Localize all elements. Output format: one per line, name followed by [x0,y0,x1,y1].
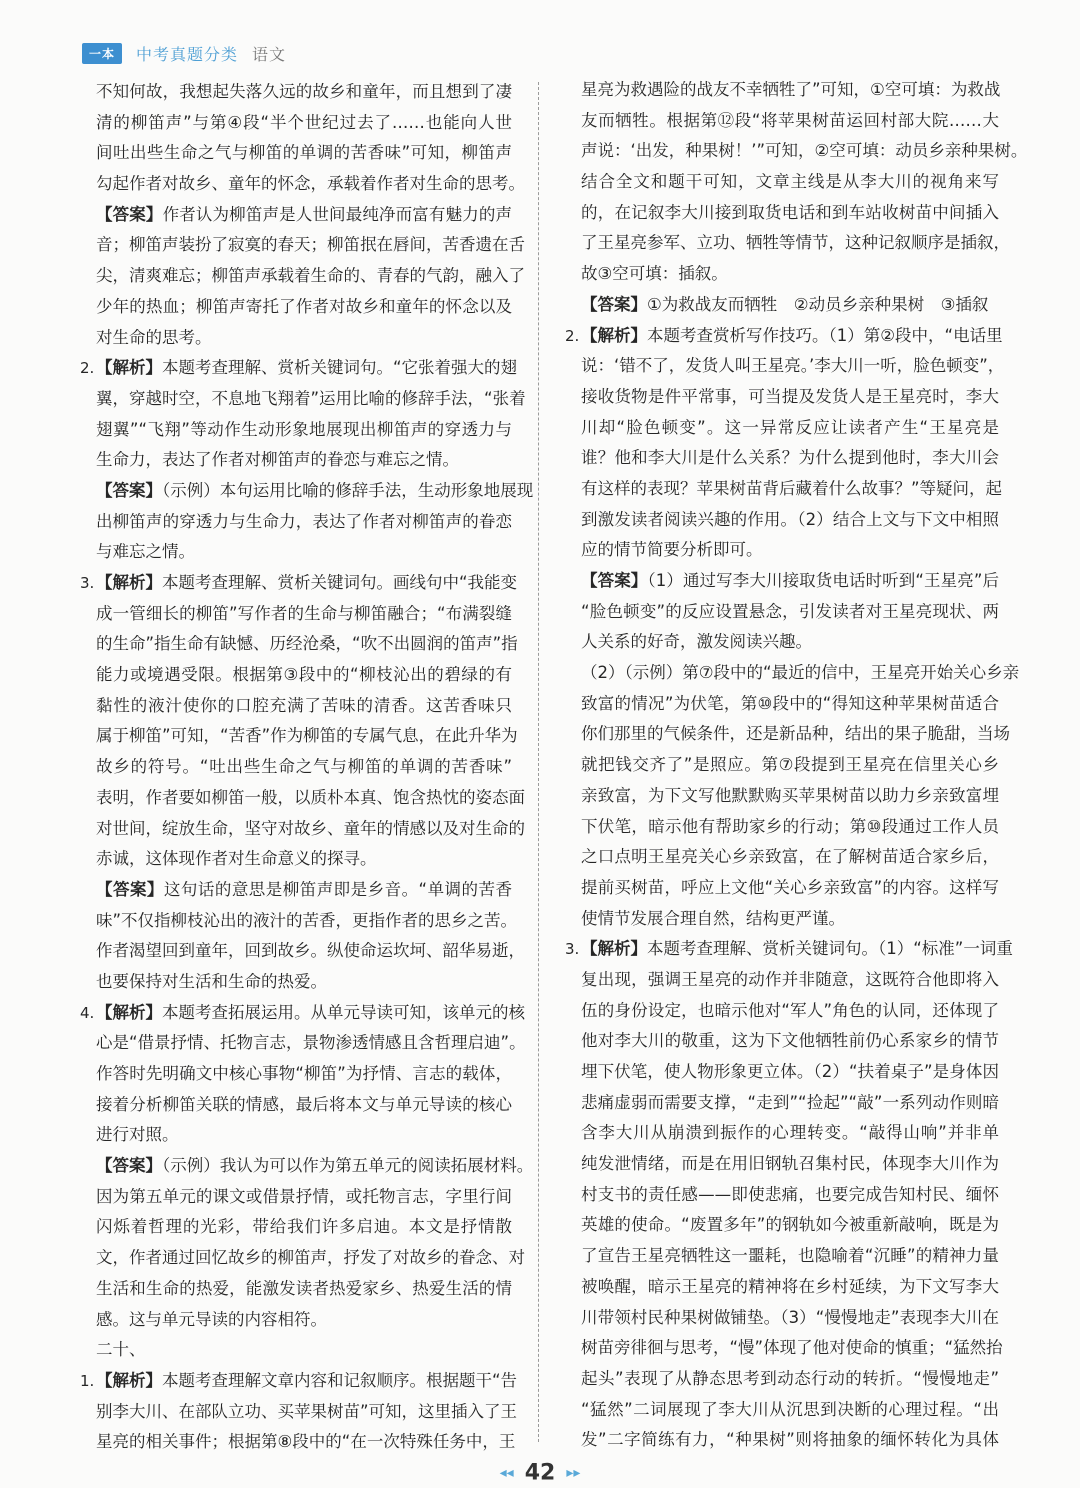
line-text: 伍的身份设定，也暗示他对“军人”角色的认同，还体现了 [581,1000,999,1020]
text-line [96,323,512,354]
text-line [581,781,999,812]
line-text: 别李大川、在部队立功、买苹果树苗”可知，这里插入了王 [96,1401,518,1421]
text-line [96,691,512,722]
section-tag: 【答案】 [581,571,648,590]
text-line [96,138,512,169]
section-tag: 【解析】 [581,939,647,959]
text-line [581,1026,999,1057]
text-line [96,998,525,1029]
line-text: 本题考查赏析写作技巧。（1）第②段中，“电话里 [647,325,1003,345]
text-line [96,261,525,292]
text-line [581,627,999,658]
line-text: 悲痛虚弱而需要支撑，“走到”“捡起”“敲”一系列动作则暗 [581,1092,999,1112]
line-text: 埋下伏笔，使人物形象更立体。（2）“扶着桌子”是身体因 [581,1062,999,1081]
question-number: 2. [80,359,95,378]
text-line [581,474,1003,505]
line-text: 本题考查理解、赏析关键词句。“它张着强大的翅 [162,358,518,378]
text-line [581,1395,999,1426]
line-text: 属于柳笛”可知，“苦香”作为柳笛的专属气息，在此升华为 [96,726,518,746]
line-text: 二十、 [96,1340,146,1360]
line-text: 能力或境遇受限。根据第③段中的“柳枝沁出的碧绿的有 [96,665,512,685]
text-line [581,1180,999,1211]
line-text: 应的情节简要分析即可。 [581,540,763,560]
text-line [96,445,512,476]
line-text: 间吐出些生命之气与柳笛的单调的苦香味”可知，柳笛声 [96,143,512,163]
text-line [581,1057,999,1088]
line-text: 树苗旁徘徊与思考，“慢”体现了他对使命的慎重；“猛然抬 [581,1338,1003,1358]
text-line [96,1182,512,1213]
text-line [581,566,999,597]
text-line [96,721,518,752]
analysis-block [80,998,526,1151]
line-text: 被唤醒，暗示王星亮的精神将在乡村延续，为下文写李大 [581,1276,999,1296]
right-column [565,75,1028,1456]
line-text: “猛然”二词展现了李大川从沉思到决断的心理过程。“出 [581,1399,999,1419]
text-line [581,505,999,536]
text-line [581,1241,999,1272]
analysis-block [565,321,1005,567]
text-line [96,108,512,139]
section-tag: 【答案】 [96,1156,162,1176]
text-line [581,965,999,996]
text-line [581,904,999,935]
line-text: 故乡的符号。“吐出些生命之气与柳笛的单调的苦香味” [96,757,512,777]
text-line [96,1212,512,1243]
text-line [581,873,999,904]
line-text: 起头”表现了从静态思考到动态行动的转折。“慢慢地走” [581,1368,999,1388]
line-text: 成一管细长的柳笛”写作者的生命与柳笛融合；“布满裂缝 [96,603,512,623]
line-text: 作者渴望回到童年，回到故乡。纵使命运坎坷、韶华易逝， [96,941,525,961]
text-line [581,198,999,229]
answer-block [96,200,525,353]
section-tag: 【解析】 [96,1002,162,1022]
line-text: 说：‘错不了，发货人叫王星亮。’李大川一听，脸色顿变”， [581,356,1005,376]
line-text: 对生命的思考。 [96,327,212,347]
text-block [96,1335,512,1366]
line-text: 下伏笔，暗示他有帮助家乡的行动；第⑩段通过工作人员 [581,816,999,836]
line-text: 发”二字简练有力，“种果树”则将抽象的缅怀转化为具体 [581,1430,999,1450]
line-text: 含李大川从崩溃到振作的心理转变。“敲得山响”并非单 [581,1123,999,1143]
line-text: 本题考查拓展运用。从单元导读可知，该单元的核 [162,1002,525,1022]
answer-block [96,476,534,568]
text-line [581,1425,999,1456]
line-text: “脸色顿变”的反应设置悬念，引发读者对王星亮现状、两 [581,601,999,621]
section-tag: 【答案】 [96,204,163,224]
line-text: 表明，作者要如柳笛一般，以质朴本真、饱含热忱的姿态面 [96,787,525,807]
line-text: 清的柳笛声”与第④段“半个世纪过去了……也能向人世 [96,112,512,132]
line-text: 星亮为救遇险的战友不幸牺牲了”可知，①空可填：为救战 [581,80,1001,99]
text-line [96,1151,534,1182]
text-line [96,507,512,538]
line-text: 谁？他和李大川是什么关系？为什么提到他时，李大川会 [581,448,999,468]
analysis-block [80,353,526,476]
text-line [96,1366,518,1397]
line-text: 川带领村民种果树做铺垫。（3）“慢慢地走”表现李大川在 [581,1307,999,1327]
line-text: 本题考查理解、赏析关键词句。画线句中“我能变 [162,573,518,592]
line-text: 对世间，绽放生命，坚守对故乡、童年的情感以及对生命的 [96,818,525,838]
series-title: 中考真题分类 [136,44,239,64]
text-line [96,906,518,937]
text-line [581,106,999,137]
text-line [96,752,512,783]
text-line [581,1333,1003,1364]
text-line [96,568,518,599]
line-text: 心是“借景抒情、托物言志，景物渗透情感且含哲理启迪”。 [96,1033,526,1053]
line-text: 接着分析柳笛关联的情感，最后将本文与单元导读的核心 [96,1094,512,1114]
line-text: 本题考查理解、赏析关键词句。（1）“标准”一词重 [647,939,1013,959]
line-text: 故③空可填：插叙。 [581,264,728,284]
text-line [581,321,1003,352]
column-divider [538,82,539,1442]
line-text: 因为第五单元的课文或借景抒情，或托物言志，字里行间 [96,1186,512,1206]
line-text: 接收货物是件平常事，可当提及发货人是王星亮时，李大 [581,386,999,406]
line-text: 感。这与单元导读的内容相符。 [96,1309,327,1329]
line-text: （示例）我认为可以作为第五单元的阅读拓展材料。 [162,1156,534,1176]
line-text: 川却“脸色顿变”。这一异常反应让读者产生“王星亮是 [581,417,999,437]
line-text: （1）通过写李大川接取货电话时听到“王星亮”后 [647,571,999,590]
line-text: 使情节发展合理自然，结构更严谨。 [581,908,845,928]
subject-title: 语文 [252,44,287,64]
answer-block [96,1151,534,1335]
analysis-block [80,568,525,875]
line-text: 复出现，强调王星亮的动作并非随意，这既符合他即将入 [581,969,999,989]
text-line [96,814,525,845]
line-text: 星亮的相关事件；根据第⑧段中的“在一次特殊任务中，王 [96,1432,516,1452]
line-text: 音；柳笛声装扮了寂寞的春天；柳笛抿在唇间，苦香遗在舌 [96,235,525,255]
line-text: 的生命”指生命有缺憾、历经沧桑，“吹不出圆润的笛声”指 [96,634,518,654]
text-line [96,875,512,906]
line-text: （2）（示例）第⑦段中的“最近的信中，王星亮开始关心乡亲 [581,663,1020,683]
next-page-arrows-icon: ▸▸ [566,1465,581,1481]
text-line [581,167,999,198]
text-line [96,1274,512,1305]
text-line [581,689,999,720]
line-text: 就把钱交齐了”是照应。第⑦段提到王星亮在信里关心乡 [581,755,999,775]
text-line [96,476,534,507]
text-line [96,77,512,108]
question-number: 3. [80,574,95,592]
brand-badge: 一本 [82,43,122,64]
text-line [581,842,999,873]
left-column [80,77,534,1458]
line-text: 赤诚，这体现作者对生命意义的探寻。 [96,849,377,869]
text-line [96,1243,525,1274]
text-line [581,382,999,413]
line-text: 纯发泄情绪，而是在用旧钢轨召集村民，体现李大川作为 [581,1154,999,1174]
page-footer [0,1460,1080,1486]
line-text: 这句话的意思是柳笛声即是乡音。“单调的苦香 [163,879,512,899]
text-line [96,1059,512,1090]
answer-block [96,875,525,998]
line-text: 结合全文和题干可知，文章主线是从李大川的视角来写 [581,172,999,192]
text-block [96,77,525,200]
line-text: 翼，穿越时空，不息地飞翔着”运用比喻的修辞手法，“张着 [96,388,526,408]
section-tag: 【答案】 [96,480,162,500]
question-number: 4. [80,1003,95,1022]
text-line [96,783,525,814]
analysis-block [565,934,1013,1456]
text-line [96,1090,512,1121]
text-line [581,1118,999,1149]
text-line [96,200,512,231]
text-line [581,259,999,290]
question-number: 3. [565,940,580,959]
page-number: 42 [524,1460,556,1486]
line-text: 不知何故，我想起失落久远的故乡和童年，而且想到了凄 [96,82,512,101]
line-text: （示例）本句运用比喻的修辞手法，生动形象地展现 [162,480,534,500]
text-line [96,384,526,415]
analysis-block [80,1366,518,1458]
line-text: 闪烁着哲理的光彩，带给我们许多启迪。本文是抒情散 [96,1217,512,1237]
text-line [96,599,512,630]
text-line [581,1364,999,1395]
text-line [581,597,999,628]
line-text: 了宣告王星亮牺牲这一噩耗，也隐喻着“沉睡”的精神力量 [581,1246,999,1266]
text-line [581,1303,999,1334]
line-text: 翅翼”“飞翔”等动作生动形象地展现出柳笛声的穿透力与 [96,419,512,439]
text-line [581,1088,999,1119]
line-text: ①为救战友而牺牲 ②动员乡亲种果树 ③插叙 [647,294,989,314]
text-line [96,1427,516,1458]
text-line [96,660,512,691]
line-text: 他对李大川的敬重，这为下文他牺牲前仍心系家乡的情节 [581,1031,999,1051]
line-text: 英雄的使命。“废置多年”的钢轨如今被重新敲响，既是为 [581,1215,999,1235]
running-header [82,42,286,64]
line-text: 人关系的好奇，激发阅读兴趣。 [581,632,812,652]
section-tag: 【解析】 [581,325,647,345]
prev-page-arrows-icon: ◂◂ [499,1465,514,1481]
section-tag: 【解析】 [96,358,162,378]
text-line [581,228,1010,259]
text-line [96,1120,512,1151]
text-line [581,1210,999,1241]
line-text: 之口点明王星亮关心乡亲致富，在了解树苗适合家乡后， [581,847,999,867]
text-line [581,996,999,1027]
line-text: 本题考查理解文章内容和记叙顺序。根据题干“告 [162,1370,518,1390]
line-text: 友而牺牲。根据第⑫段“将苹果树苗运回村部大院……大 [581,110,999,130]
answer-block [581,290,999,321]
line-text: 生命力，表达了作者对柳笛声的眷恋与难忘之情。 [96,450,459,470]
line-text: 文，作者通过回忆故乡的柳笛声，抒发了对故乡的眷念、对 [96,1248,525,1268]
text-line [581,1272,999,1303]
text-block [581,75,1028,290]
text-line [581,658,1020,689]
line-text: 也要保持对生活和生命的热爱。 [96,971,327,991]
text-line [581,75,999,106]
text-line [581,136,1028,167]
text-line [96,537,512,568]
line-text: 少年的热血；柳笛声寄托了作者对故乡和童年的怀念以及 [96,296,512,316]
text-line [96,169,525,200]
line-text: 与难忘之情。 [96,542,195,562]
text-line [96,292,512,323]
line-text: 生活和生命的热爱，能激发读者热爱家乡、热爱生活的情 [96,1278,512,1298]
line-text: 你们那里的气候条件，还是新品种，结出的果子脆甜，当场 [581,724,1010,744]
line-text: 了王星亮参军、立功、牺牲等情节，这种记叙顺序是插叙， [581,233,1010,253]
line-text: 进行对照。 [96,1125,179,1145]
text-line [96,967,512,998]
answer-block [581,566,999,658]
line-text: 味”不仅指柳枝沁出的液汁的苦香，更指作者的思乡之苦。 [96,910,518,930]
text-line [581,290,999,321]
text-line [96,353,518,384]
line-text: 作者认为柳笛声是人世间最纯净而富有魅力的声 [162,204,513,224]
question-number: 2. [565,326,580,345]
text-line [96,1335,512,1366]
question-number: 1. [80,1371,95,1390]
line-text: 亲致富，为下文写他默默购买苹果树苗以助力乡亲致富埋 [581,785,999,805]
text-line [581,812,999,843]
section-tag: 【答案】 [96,879,164,899]
text-line [581,719,1010,750]
line-text: 的，在记叙李大川接到取货电话和到车站收树苗中间插入 [581,202,999,222]
text-line [581,934,1013,965]
line-text: 出柳笛声的穿透力与生命力，表达了作者对柳笛声的眷恋 [96,511,512,531]
text-line [96,629,518,660]
text-line [96,1028,526,1059]
text-line [581,535,999,566]
line-text: 勾起作者对故乡、童年的怀念，承载着作者对生命的思考。 [96,174,525,194]
section-tag: 【解析】 [96,573,162,592]
text-line [581,750,999,781]
line-text: 声说：‘出发，种果树！’”可知，②空可填：动员乡亲种果树。 [581,141,1028,161]
line-text: 有这样的表现？苹果树苗背后藏着什么故事？”等疑问，起 [581,478,1003,498]
section-tag: 【解析】 [96,1370,162,1390]
text-line [581,413,999,444]
text-block [581,658,1020,934]
line-text: 村支书的责任感——即使悲痛，也要完成告知村民、缅怀 [581,1184,999,1204]
line-text: 尖，清爽难忘；柳笛声承载着生命的、青春的气韵，融入了 [96,266,525,286]
line-text: 提前买树苗，呼应上文他“关心乡亲致富”的内容。这样写 [581,877,999,897]
text-line [581,443,999,474]
text-line [581,351,1005,382]
text-line [96,1305,512,1336]
text-line [96,936,525,967]
line-text: 致富的情况”为伏笔，第⑩段中的“得知这种苹果树苗适合 [581,693,999,713]
line-text: 作答时先明确文中核心事物“柳笛”为抒情、言志的载体， [96,1064,512,1083]
line-text: 到激发读者阅读兴趣的作用。（2）结合上文与下文中相照 [581,509,999,529]
text-line [96,1397,518,1428]
text-line [96,415,512,446]
section-tag: 【答案】 [581,294,647,314]
line-text: 黏性的液汁使你的口腔充满了苦味的清香。这苦香味只 [96,695,512,715]
text-line [96,230,525,261]
text-line [96,844,512,875]
text-line [581,1149,999,1180]
